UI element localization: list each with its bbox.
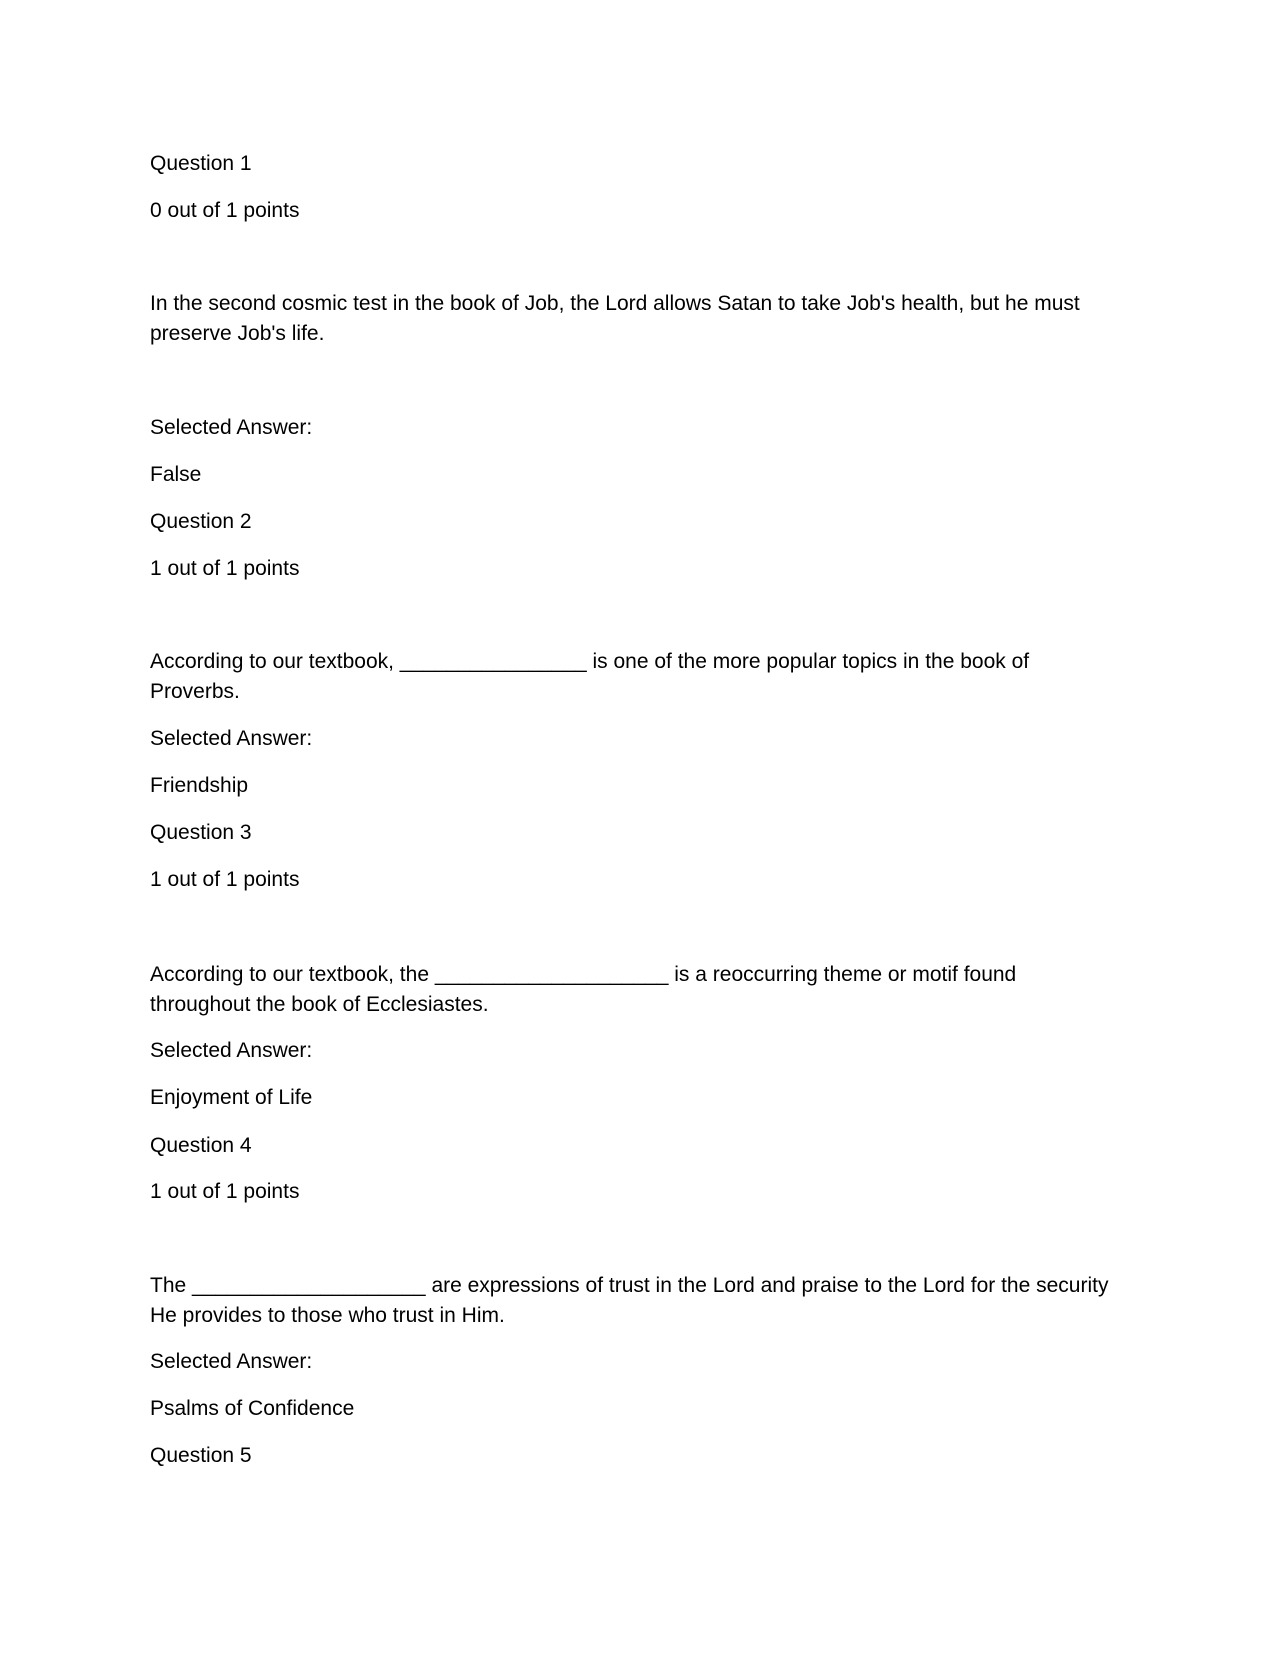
question-1-selected-label: Selected Answer: xyxy=(150,416,313,439)
question-2-heading: Question 2 xyxy=(150,510,252,533)
question-3-prompt: According to our textbook, the ____________________ is a reoccurring theme or motif found throughout the book of Ecclesiastes. xyxy=(150,963,1017,1016)
question-3-heading: Question 3 xyxy=(150,821,252,844)
question-2-prompt: According to our textbook, ________________ is one of the more popular topics in the book of Proverbs. xyxy=(150,650,1030,703)
question-2-answer: Friendship xyxy=(150,774,249,797)
question-5-heading: Question 5 xyxy=(150,1444,252,1467)
question-4-answer: Psalms of Confidence xyxy=(150,1397,355,1420)
question-3-points: 1 out of 1 points xyxy=(150,868,300,891)
question-4-prompt: The ____________________ are expressions of trust in the Lord and praise to the Lord for the security He provides to those who trust in Him. xyxy=(150,1274,1109,1327)
question-4-points: 1 out of 1 points xyxy=(150,1180,300,1203)
question-2-selected-label: Selected Answer: xyxy=(150,727,313,750)
question-1-answer: False xyxy=(150,463,202,486)
question-1-prompt: In the second cosmic test in the book of Job, the Lord allows Satan to take Job's health, but he must preserve Job's life. xyxy=(150,292,1080,345)
question-3-answer: Enjoyment of Life xyxy=(150,1086,313,1109)
question-4-heading: Question 4 xyxy=(150,1134,252,1157)
question-1-points: 0 out of 1 points xyxy=(150,199,300,222)
question-1-heading: Question 1 xyxy=(150,152,252,175)
question-2-points: 1 out of 1 points xyxy=(150,557,300,580)
question-3-selected-label: Selected Answer: xyxy=(150,1039,313,1062)
document-page xyxy=(150,0,1110,1656)
question-4-selected-label: Selected Answer: xyxy=(150,1350,313,1373)
